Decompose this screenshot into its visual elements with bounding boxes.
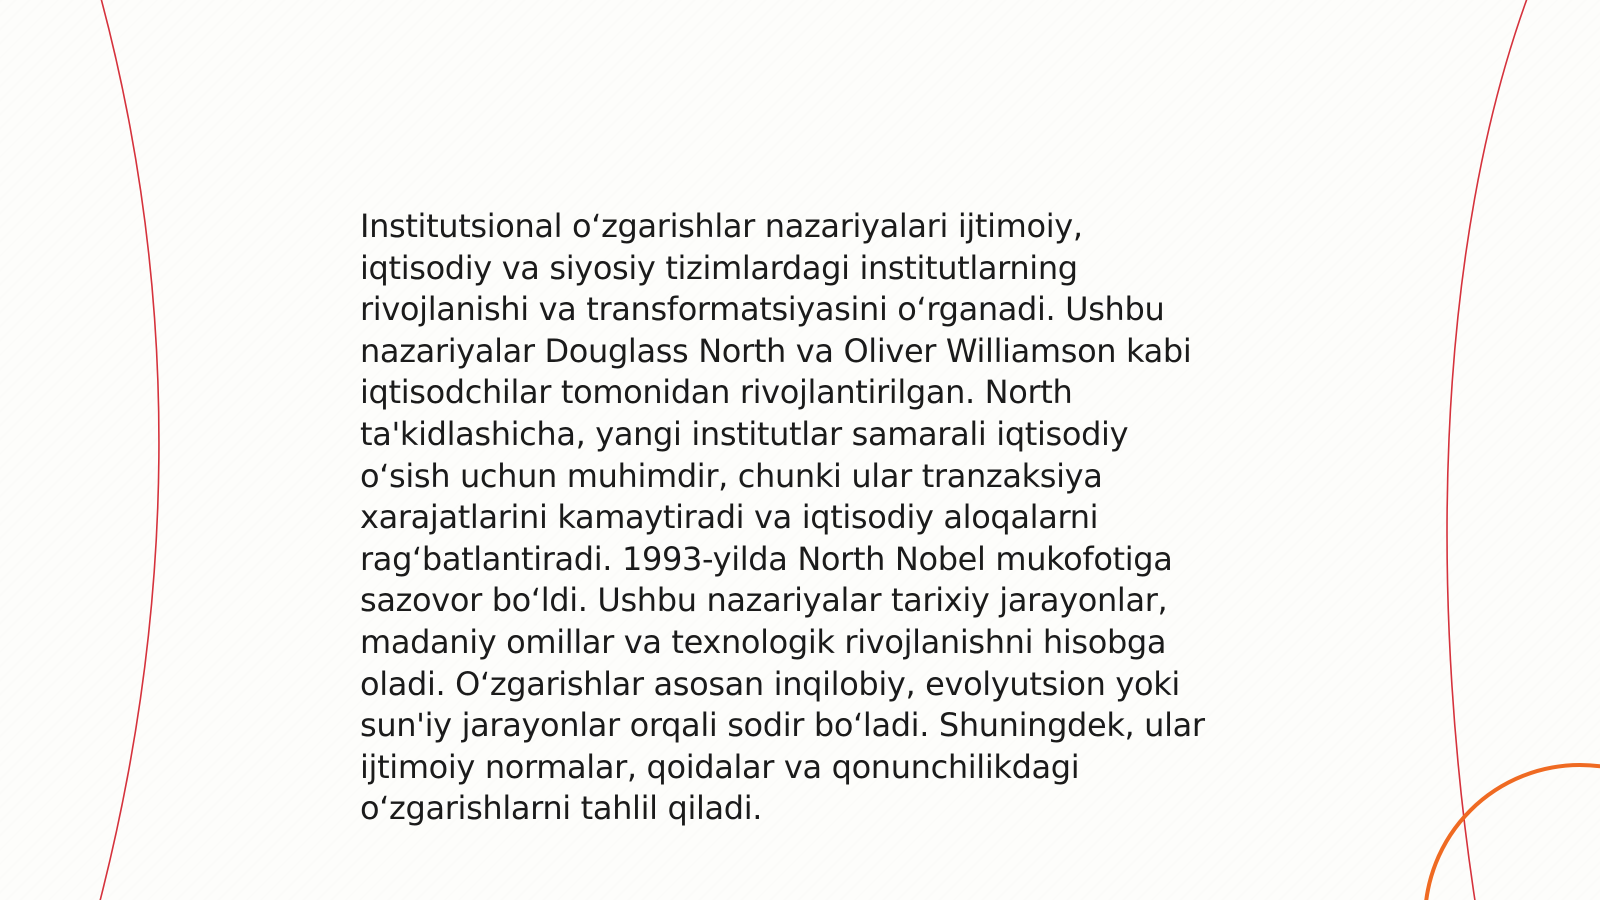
- paragraph-line: iqtisodiy va siyosiy tizimlardagi institutlarning: [360, 248, 1078, 287]
- paragraph-line: rivojlanishi va transformatsiyasini oʻrganadi. Ushbu: [360, 290, 1165, 329]
- paragraph-line: sun'iy jarayonlar orqali sodir boʻladi. Shuningdek, ular: [360, 706, 1205, 745]
- right-arc-decoration: [1447, 0, 1534, 900]
- left-arc-decoration: [95, 0, 159, 900]
- paragraph-line: nazariyalar Douglass North va Oliver Williamson kabi: [360, 331, 1192, 370]
- paragraph-line: xarajatlarini kamaytiradi va iqtisodiy aloqalarni: [360, 498, 1099, 537]
- corner-circle-decoration: [1425, 765, 1600, 900]
- paragraph-line: sazovor boʻldi. Ushbu nazariyalar tarixiy jarayonlar,: [360, 581, 1168, 620]
- paragraph-line: Institutsional oʻzgarishlar nazariyalari ijtimoiy,: [360, 207, 1083, 245]
- paragraph-line: ragʻbatlantiradi. 1993-yilda North Nobel mukofotiga: [360, 539, 1173, 578]
- paragraph-line: iqtisodchilar tomonidan rivojlantirilgan. North: [360, 373, 1073, 412]
- paragraph-line: oʻzgarishlarni tahlil qiladi.: [360, 789, 763, 828]
- body-paragraph: [360, 206, 1240, 830]
- paragraph-line: madaniy omillar va texnologik rivojlanishni hisobga: [360, 622, 1167, 661]
- paragraph-line: oʻsish uchun muhimdir, chunki ular tranzaksiya: [360, 456, 1103, 495]
- paragraph-line: ijtimoiy normalar, qoidalar va qonunchilikdagi: [360, 747, 1080, 786]
- paragraph-line: oladi. Oʻzgarishlar asosan inqilobiy, evolyutsion yoki: [360, 664, 1180, 703]
- paragraph-line: ta'kidlashicha, yangi institutlar samarali iqtisodiy: [360, 414, 1129, 453]
